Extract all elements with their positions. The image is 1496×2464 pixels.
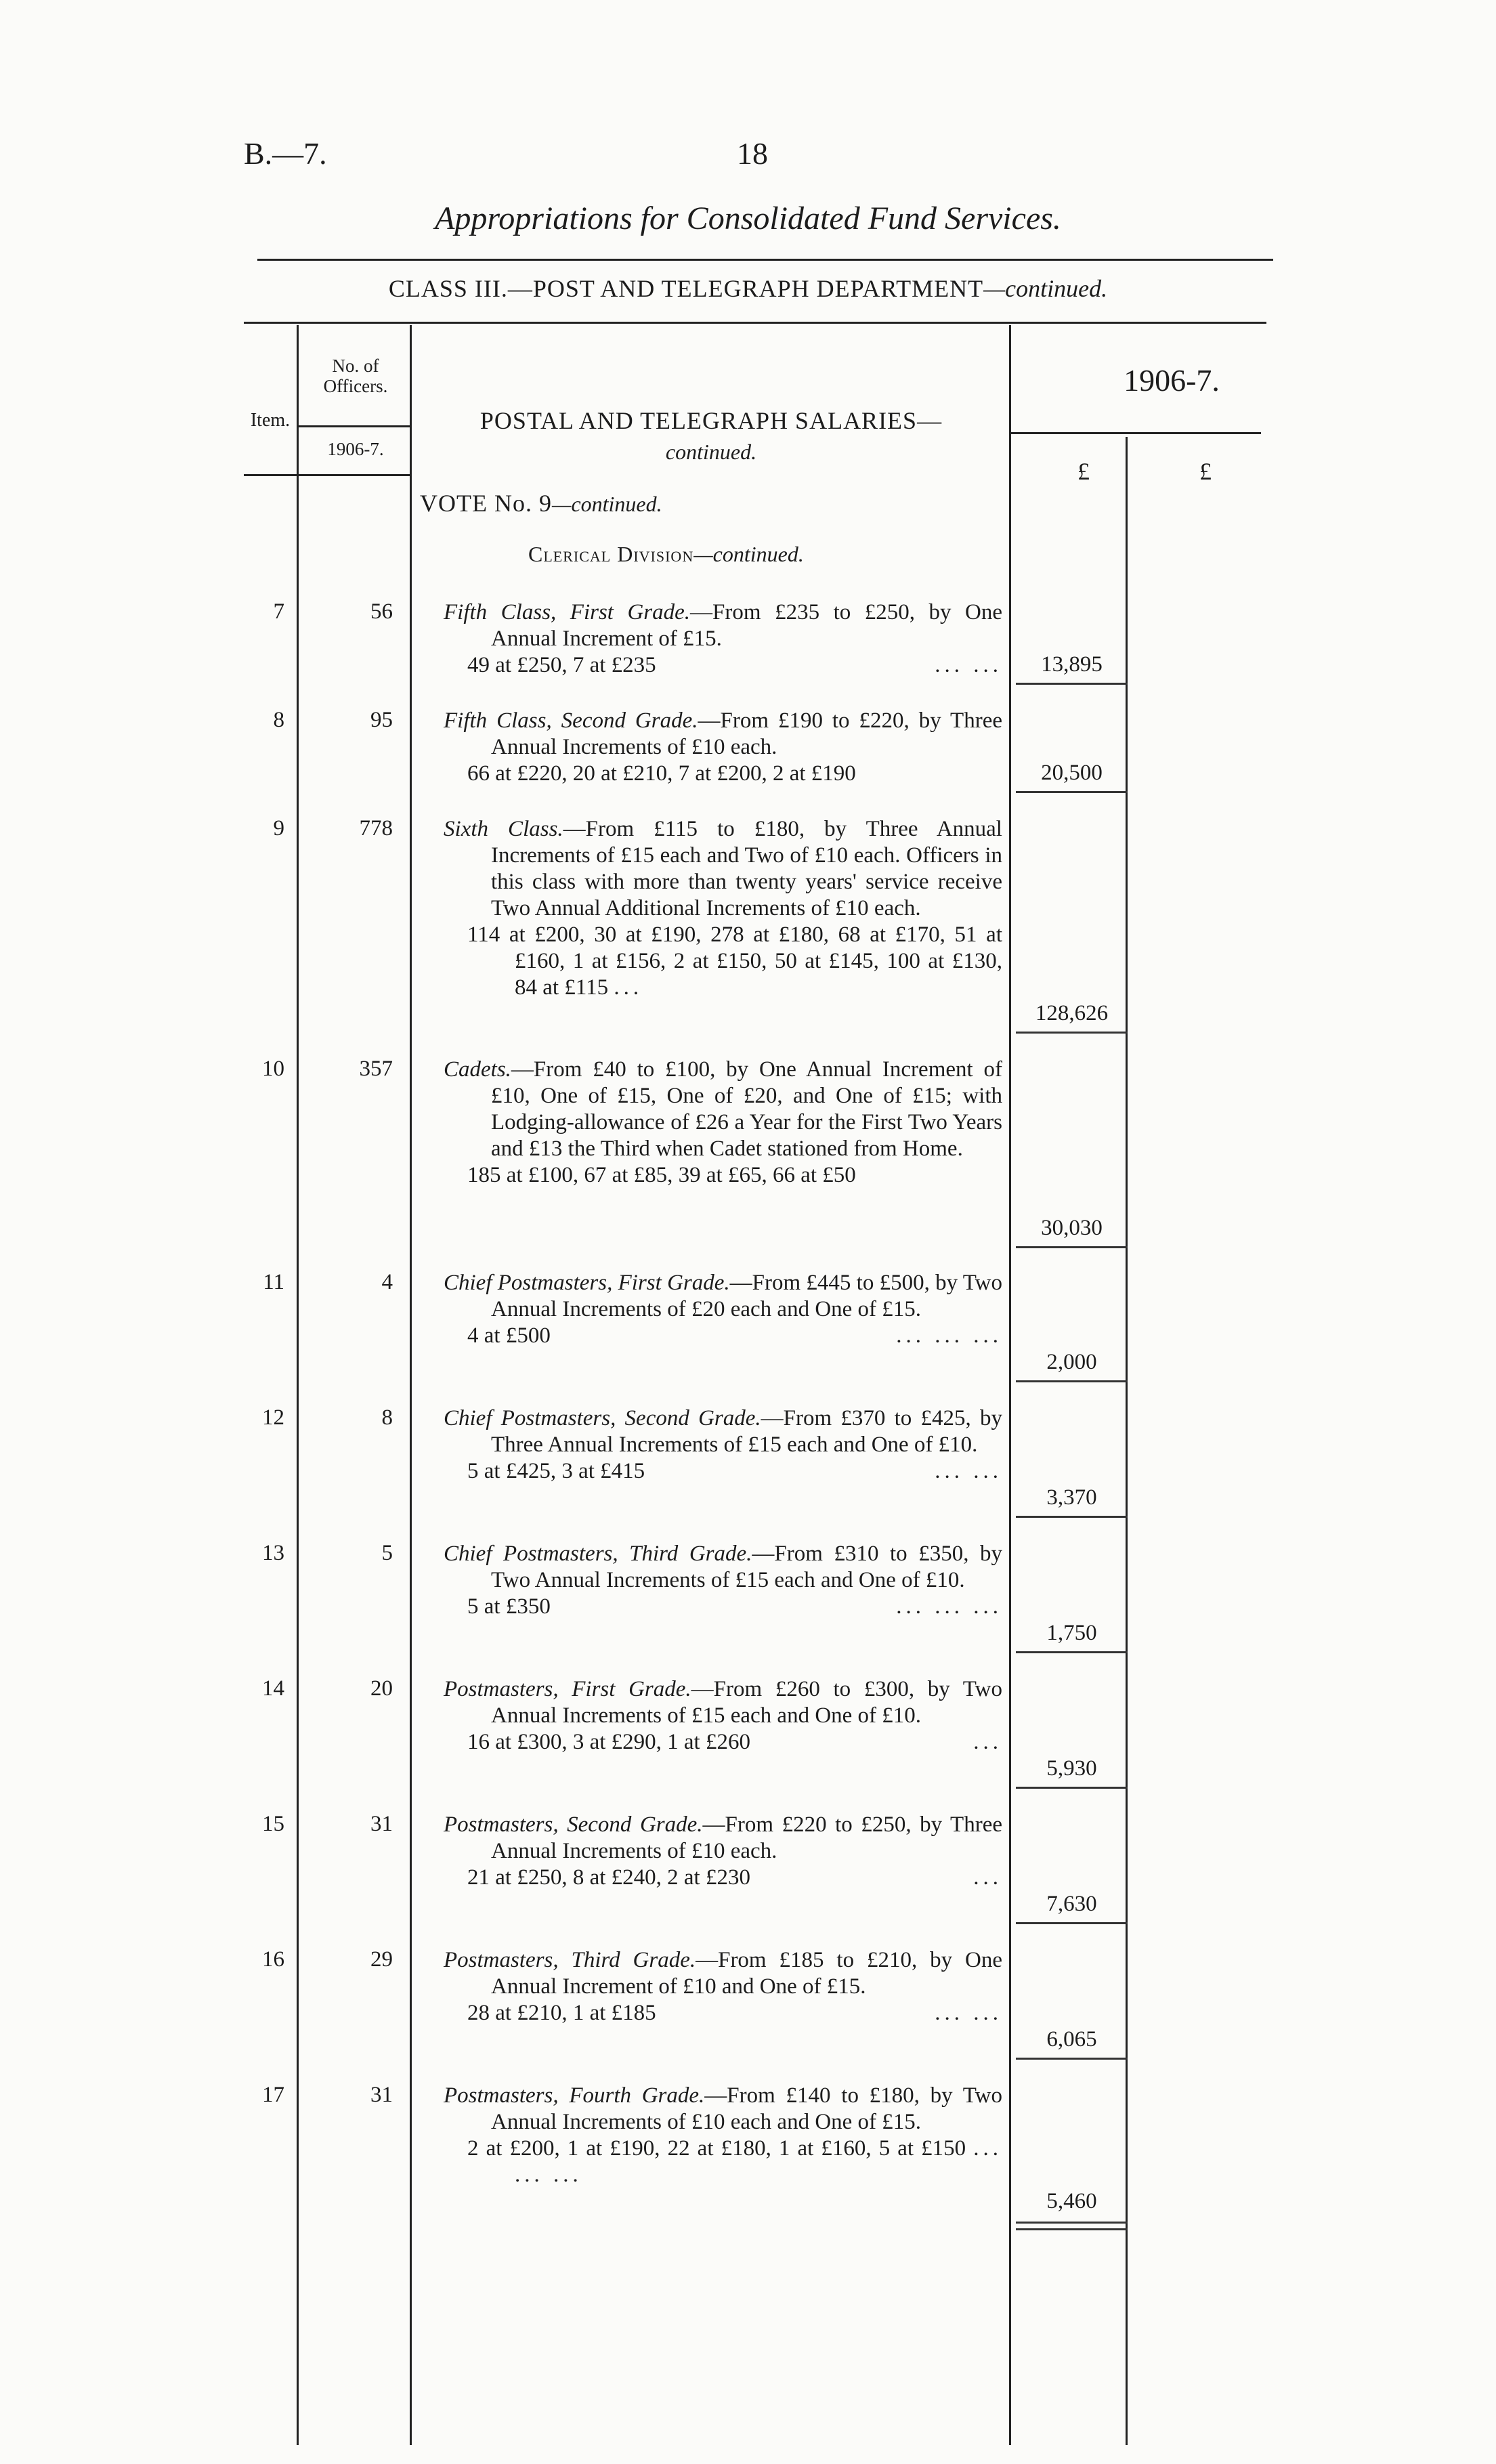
row-amount: 5,460 — [1046, 2189, 1097, 2213]
row-description — [444, 1676, 1002, 1756]
row-description — [444, 1947, 1002, 2026]
year-column-header: 1906-7. — [1124, 363, 1220, 398]
amount-rule — [1016, 2058, 1128, 2060]
row-description — [444, 1812, 1002, 1891]
row-leader-dots: ... ... — [935, 2001, 1002, 2025]
row-description — [444, 816, 1002, 1001]
amount-rule — [1016, 1787, 1128, 1789]
row-description — [444, 1405, 1002, 1485]
item-header-bottom-rule — [244, 474, 297, 476]
row-description — [444, 599, 1002, 679]
row-title: Postmasters, First Grade. — [444, 1677, 691, 1701]
title-rule — [257, 259, 1273, 261]
salaries-header: POSTAL AND TELEGRAPH SALARIES— — [479, 407, 943, 434]
amount-rule — [1016, 683, 1128, 685]
amount-rule — [1016, 791, 1128, 793]
row-leader-dots: ... ... ... — [896, 1594, 1002, 1619]
row-title: Sixth Class. — [444, 817, 563, 841]
salaries-header-continued-text: continued. — [665, 440, 757, 464]
row-amount: 7,630 — [1046, 1892, 1097, 1916]
row-title: Chief Postmasters, Third Grade. — [444, 1542, 752, 1566]
row-item-number: 10 — [262, 1057, 284, 1081]
row-title: Postmasters, Third Grade. — [444, 1948, 696, 1972]
row-leader-dots: ... ... — [935, 653, 1002, 677]
row-officers: 5 — [381, 1541, 393, 1565]
class-heading — [0, 274, 1496, 303]
row-officers: 31 — [370, 2083, 393, 2107]
row-item-number: 13 — [262, 1541, 284, 1565]
row-text: —From £115 to £180, by Three Annual Increments of £15 each and Two of £10 each. Officers in this class with more than twenty years' service receive Two Annual Additional Increments of £10 each. — [491, 817, 1002, 920]
row-calculation: 16 at £300, 3 at £290, 1 at £260 — [467, 1730, 750, 1754]
row-calculation: 66 at £220, 20 at £210, 7 at £200, 2 at £190 — [467, 761, 856, 786]
row-text: —From £310 to £350, by Two Annual Increments of £15 each and One of £10. — [491, 1542, 1003, 1592]
row-officers: 357 — [359, 1057, 393, 1081]
row-title: Cadets. — [444, 1057, 511, 1082]
row-calculation: 21 at £250, 8 at £240, 2 at £230 — [467, 1865, 750, 1890]
row-title: Chief Postmasters, First Grade. — [444, 1271, 730, 1295]
page-number: 18 — [737, 136, 768, 171]
row-officers: 29 — [370, 1947, 393, 1972]
row-title: Fifth Class, Second Grade. — [444, 708, 698, 733]
row-text: —From £40 to £100, by One Annual Increment of £10, One of £15, One of £20, and One of £15; with Lodging-allowance of £26 a Year for the First Two Years and £13 the Third when Cadet stationed from Home. — [491, 1057, 1002, 1161]
amount-rule — [1016, 1922, 1128, 1924]
row-item-number: 12 — [262, 1405, 284, 1430]
vote-heading — [420, 489, 662, 517]
officers-column-header: No. of Officers. — [323, 356, 388, 396]
column-divider-item — [297, 325, 299, 2445]
amount-double-rule — [1016, 2228, 1128, 2230]
row-title: Fifth Class, First Grade. — [444, 600, 691, 624]
amount-rule — [1016, 1651, 1128, 1653]
row-officers: 778 — [359, 816, 393, 841]
row-amount: 6,065 — [1046, 2027, 1097, 2052]
row-leader-dots: ... ... ... — [515, 2136, 1002, 2187]
row-amount: 13,895 — [1041, 652, 1103, 677]
row-text: —From £190 to £220, by Three Annual Increments of £10 each. — [491, 708, 1002, 759]
row-officers: 8 — [381, 1405, 393, 1430]
row-leader-dots: ... — [973, 1865, 1002, 1890]
row-leader-dots: ... — [614, 975, 643, 1000]
class-heading-text: CLASS III.—POST AND TELEGRAPH DEPARTMENT — [388, 275, 984, 302]
row-item-number: 16 — [262, 1947, 284, 1972]
row-item-number: 9 — [273, 816, 284, 841]
row-leader-dots: ... ... — [935, 1459, 1002, 1483]
year-header-rule — [1010, 432, 1261, 434]
row-text: —From £370 to £425, by Three Annual Increments of £15 each and One of £10. — [491, 1406, 1003, 1457]
row-description — [444, 708, 1002, 787]
page-title: Appropriations for Consolidated Fund Services. — [435, 200, 1061, 236]
row-leader-dots: ... ... ... — [896, 1323, 1002, 1348]
item-column-header: Item. — [250, 410, 291, 431]
officers-year-header: 1906-7. — [327, 439, 384, 459]
row-amount: 30,030 — [1041, 1216, 1103, 1240]
row-description — [444, 1541, 1002, 1620]
officers-header-bottom-rule — [298, 474, 410, 476]
row-text: —From £235 to £250, by One Annual Increment of £15. — [491, 600, 1002, 651]
amount-rule — [1016, 1032, 1128, 1034]
salaries-header-continued — [413, 437, 1009, 465]
row-text: —From £260 to £300, by Two Annual Increments of £15 each and One of £10. — [491, 1677, 1002, 1728]
row-text: —From £445 to £500, by Two Annual Increments of £20 each and One of £15. — [491, 1271, 1002, 1321]
table-top-rule — [244, 322, 1266, 324]
class-heading-suffix: —continued. — [983, 275, 1108, 302]
row-calculation: 2 at £200, 1 at £190, 22 at £180, 1 at £160, 5 at £150 — [467, 2136, 966, 2161]
row-item-number: 14 — [262, 1676, 284, 1701]
officers-header-rule — [298, 425, 410, 427]
pound-column-header-1: £ — [1077, 458, 1090, 485]
column-divider-amount — [1126, 437, 1128, 2445]
column-divider-description — [1009, 325, 1011, 2445]
row-title: Postmasters, Fourth Grade. — [444, 2083, 705, 2108]
row-officers: 4 — [381, 1270, 393, 1294]
amount-rule — [1016, 1246, 1128, 1248]
row-item-number: 11 — [263, 1270, 284, 1294]
row-text: —From £185 to £210, by One Annual Increment of £10 and One of £15. — [491, 1948, 1002, 1999]
row-calculation: 114 at £200, 30 at £190, 278 at £180, 68 at £170, 51 at £160, 1 at £156, 2 at £150, 50 at £145, 100 at £130, 84 at £115 — [467, 922, 1002, 1000]
division-heading — [528, 542, 804, 567]
row-amount: 1,750 — [1046, 1621, 1097, 1645]
row-calculation: 5 at £350 — [467, 1594, 551, 1619]
row-officers: 20 — [370, 1676, 393, 1701]
amount-rule — [1016, 2222, 1128, 2224]
row-amount: 20,500 — [1041, 761, 1103, 785]
row-calculation: 5 at £425, 3 at £415 — [467, 1459, 645, 1483]
row-item-number: 7 — [273, 599, 284, 624]
document-reference: B.—7. — [244, 136, 327, 171]
row-title: Postmasters, Second Grade. — [444, 1812, 703, 1837]
row-text: —From £140 to £180, by Two Annual Increments of £10 each and One of £15. — [491, 2083, 1002, 2134]
row-amount: 5,930 — [1046, 1756, 1097, 1781]
pound-column-header-2: £ — [1199, 458, 1212, 485]
row-description — [444, 2083, 1002, 2188]
row-description — [444, 1057, 1002, 1189]
row-amount: 2,000 — [1046, 1350, 1097, 1374]
row-description — [444, 1270, 1002, 1349]
row-calculation: 49 at £250, 7 at £235 — [467, 653, 656, 677]
row-leader-dots: ... — [973, 1730, 1002, 1754]
row-amount: 3,370 — [1046, 1485, 1097, 1510]
row-item-number: 8 — [273, 708, 284, 732]
row-calculation: 28 at £210, 1 at £185 — [467, 2001, 656, 2025]
row-officers: 95 — [370, 708, 393, 732]
row-item-number: 17 — [262, 2083, 284, 2107]
row-text: —From £220 to £250, by Three Annual Increments of £10 each. — [491, 1812, 1002, 1863]
row-calculation: 4 at £500 — [467, 1323, 551, 1348]
amount-rule — [1016, 1380, 1128, 1382]
column-divider-officers — [410, 325, 412, 2445]
division-suffix: —continued. — [693, 542, 804, 566]
vote-suffix: —continued. — [551, 492, 662, 516]
row-officers: 31 — [370, 1812, 393, 1836]
division-label: Clerical Division — [528, 542, 694, 566]
row-title: Chief Postmasters, Second Grade. — [444, 1406, 761, 1430]
amount-rule — [1016, 1516, 1128, 1518]
vote-label: VOTE No. 9 — [420, 490, 552, 517]
row-item-number: 15 — [262, 1812, 284, 1836]
row-officers: 56 — [370, 599, 393, 624]
row-calculation: 185 at £100, 67 at £85, 39 at £65, 66 at £50 — [467, 1163, 856, 1187]
row-amount: 128,626 — [1035, 1001, 1109, 1025]
